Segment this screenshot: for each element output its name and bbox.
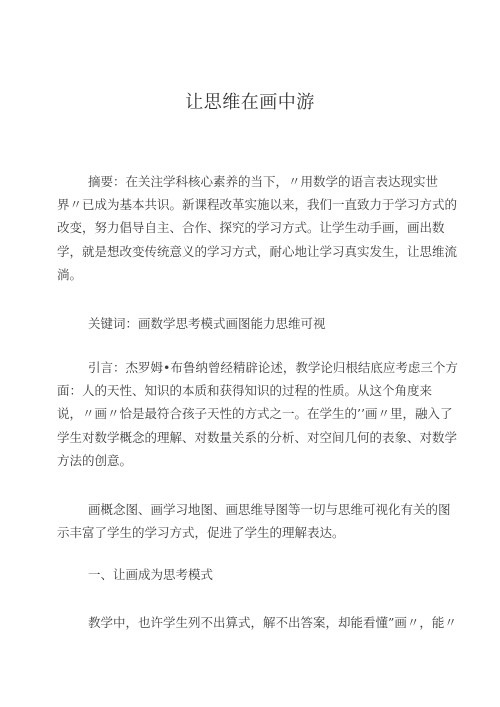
introduction-paragraph — [57, 356, 458, 472]
text-line: 引言：杰罗姆•布鲁纳曾经精辟论述，教学论归根结底应考虑三个方 — [88, 360, 458, 375]
text-line: 方法的创意。 — [57, 452, 133, 468]
text-line: 关键词：画数学思考模式画图能力思维可视 — [88, 316, 326, 331]
text-line: 界〃已成为基本共识。新课程改革实施以来，我们一直致力于学习方式的 — [57, 197, 458, 213]
keywords-paragraph — [57, 312, 452, 335]
body-paragraph — [57, 498, 452, 544]
text-line: 面：人的天性、知识的本质和获得知识的过程的性质。从这个角度来 — [57, 383, 433, 399]
section-heading — [57, 563, 452, 586]
text-line: 学，就是想改变传统意义的学习方式，耐心地让学习真实发生，让思维流 — [57, 243, 458, 259]
abstract-paragraph — [57, 170, 458, 286]
body-paragraph — [57, 611, 457, 634]
text-line: 摘要：在关注学科核心素养的当下，〃用数学的语言表达现实世 — [88, 174, 439, 189]
page-title: 让思维在画中游 — [185, 92, 315, 113]
text-line: 说，〃画〃恰是最符合孩子天性的方式之一。在学生的’’画〃里，融入了 — [57, 406, 453, 422]
text-line: 画概念图、画学习地图、画思维导图等一切与思维可视化有关的图 — [88, 502, 451, 517]
section-heading-text: 一、让画成为思考模式 — [88, 567, 214, 582]
text-line: 教学中，也许学生列不出算式，解不出答案，却能看懂”画〃，能〃 — [88, 615, 457, 630]
text-line: 改变，努力倡导自主、合作、探究的学习方式。让学生动手画，画出数 — [57, 220, 445, 236]
text-line: 学生对数学概念的理解、对数量关系的分析、对空间几何的表象、对数学 — [57, 429, 458, 445]
text-line: 示丰富了学生的学习方式，促进了学生的理解表达。 — [57, 525, 345, 541]
text-line: 淌。 — [57, 266, 83, 282]
